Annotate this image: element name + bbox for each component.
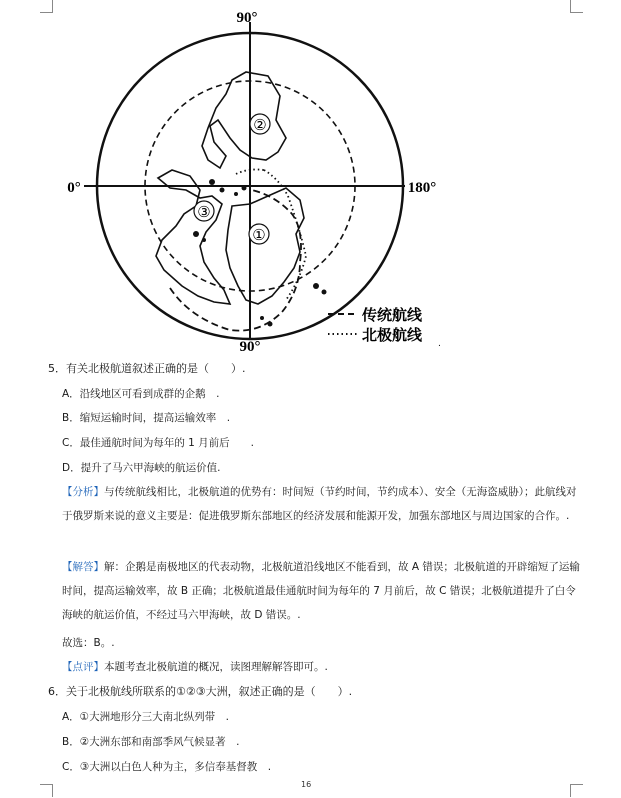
q5-option-b: B．缩短运输时间，提高运输效率 . bbox=[62, 412, 231, 424]
comment-text: 本题考查北极航道的概况，读图理解解答即可。. bbox=[104, 661, 328, 673]
legend-traditional-label: 传统航线 bbox=[362, 306, 423, 324]
label-top: 90° bbox=[236, 10, 258, 26]
region-1-label: ① bbox=[252, 226, 266, 244]
corner-mark-bottom-left bbox=[40, 784, 53, 797]
islands bbox=[193, 179, 327, 327]
label-bottom: 90° bbox=[239, 339, 261, 355]
comment-tag: 【点评】 bbox=[62, 661, 104, 673]
q5-stem: 5．有关北极航道叙述正确的是（ ）. bbox=[48, 362, 246, 375]
arctic-route-map bbox=[55, 0, 455, 355]
corner-mark-top-right bbox=[570, 0, 583, 13]
answer-text: 解：企鹅是南极地区的代表动物，北极航道沿线地区不能看到，故 A 错误；北极航道的开辟缩短了运输时间，提高运输效率，故 B 正确；北极航道最佳通航时间为每年的 7 月前后，故 C 错误；北极航道提升了白令海峡的航运价值，不经过马六甲海峡，故 D 错误。. bbox=[62, 561, 580, 621]
corner-mark-top-left bbox=[40, 0, 53, 13]
region-2-label: ② bbox=[253, 116, 267, 134]
region-3-label: ③ bbox=[197, 203, 211, 221]
label-left: 0° bbox=[67, 180, 81, 196]
page-number: 16 bbox=[301, 780, 312, 789]
q5-option-d: D．提升了马六甲海峡的航运价值. bbox=[62, 462, 221, 474]
comment-line bbox=[62, 660, 328, 674]
q5-option-a: A．沿线地区可看到成群的企鹅 . bbox=[62, 388, 220, 400]
analysis-paragraph bbox=[62, 480, 582, 528]
q6-option-b: B．②大洲东部和南部季风气候显著 . bbox=[62, 736, 240, 748]
q6-option-c: C．③大洲以白色人种为主，多信奉基督教 . bbox=[62, 761, 272, 773]
continent-1-outline bbox=[226, 188, 304, 304]
q5-option-c: C．最佳通航时间为每年的 1 月前后 . bbox=[62, 437, 255, 449]
corner-mark-bottom-right bbox=[570, 784, 583, 797]
legend-arctic-label: 北极航线 bbox=[362, 326, 423, 344]
analysis-text: 与传统航线相比，北极航道的优势有：时间短（节约时间，节约成本）、安全（无海盗威胁）；此航线对于俄罗斯来说的意义主要是：促进俄罗斯东部地区的经济发展和能源开发，加强东部地区与周边国家的合作。. bbox=[62, 486, 577, 522]
continent-3-outline bbox=[156, 170, 230, 304]
analysis-tag: 【分析】 bbox=[62, 486, 104, 498]
legend-mark: . bbox=[438, 339, 441, 349]
q6-option-a: A．①大洲地形分三大南北纵列带 . bbox=[62, 711, 229, 723]
continent-2-outline bbox=[202, 72, 286, 168]
label-right: 180° bbox=[407, 180, 437, 196]
choose-line: 故选：B。. bbox=[62, 637, 115, 649]
answer-tag: 【解答】 bbox=[62, 561, 104, 573]
q6-stem: 6．关于北极航线所联系的①②③大洲，叙述正确的是（ ）. bbox=[48, 685, 353, 698]
answer-paragraph bbox=[62, 555, 582, 627]
